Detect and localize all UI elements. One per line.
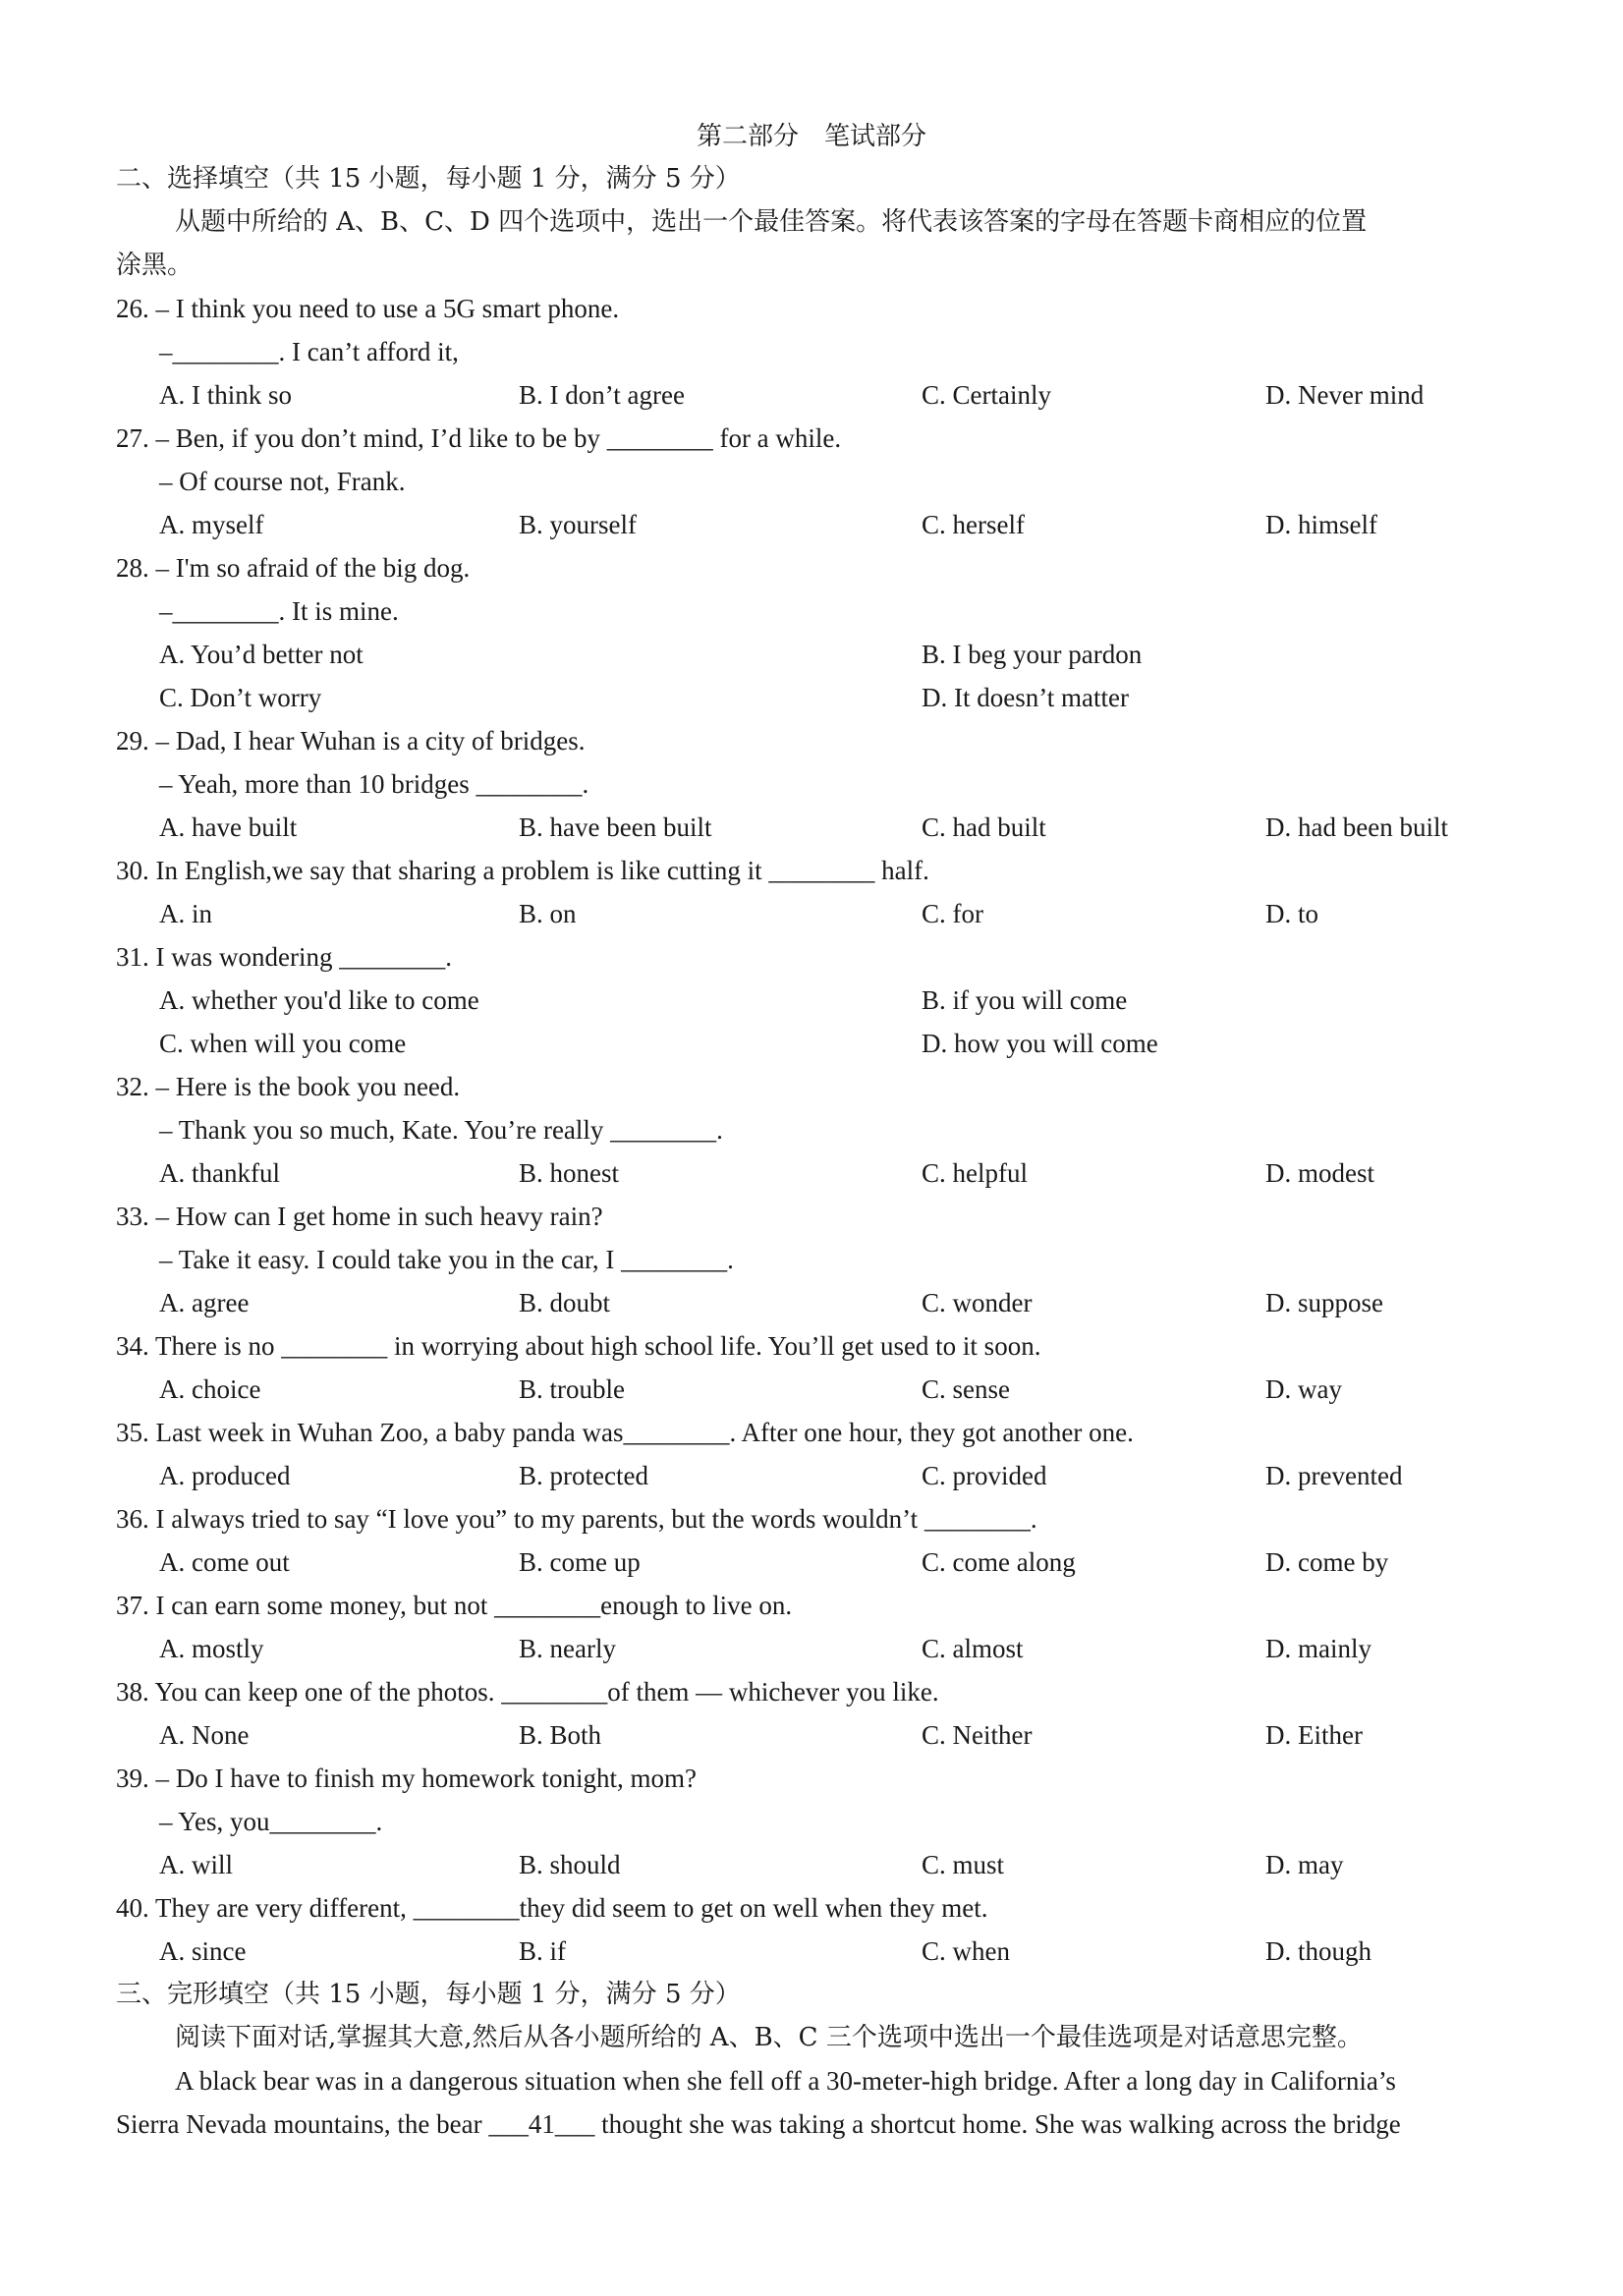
question-39-reply: – Yes, you________. xyxy=(159,1807,383,1836)
section2-instructions-cont: 涂黑。 xyxy=(116,251,194,280)
q26-option-b: B. I don’t agree xyxy=(519,380,685,410)
q37-option-a: A. mostly xyxy=(159,1634,264,1663)
q29-option-b: B. have been built xyxy=(519,812,712,842)
q37-option-d: D. mainly xyxy=(1265,1634,1371,1663)
q26-option-d: D. Never mind xyxy=(1265,380,1425,410)
q31-option-a: A. whether you'd like to come xyxy=(159,985,479,1015)
q26-option-a: A. I think so xyxy=(159,380,292,410)
q35-option-d: D. prevented xyxy=(1265,1461,1403,1490)
q40-option-c: C. when xyxy=(922,1936,1010,1966)
q36-option-b: B. come up xyxy=(519,1547,641,1577)
question-27: 27. – Ben, if you don’t mind, I’d like to be by ________ for a while. xyxy=(116,423,842,453)
q34-option-c: C. sense xyxy=(922,1374,1010,1404)
section2-instructions: 从题中所给的 A、B、C、D 四个选项中，选出一个最佳答案。将代表该答案的字母在答题卡商相应的位置 xyxy=(175,207,1368,237)
question-35: 35. Last week in Wuhan Zoo, a baby panda was________. After one hour, they got another one. xyxy=(116,1418,1134,1447)
q36-option-c: C. come along xyxy=(922,1547,1076,1577)
q38-option-d: D. Either xyxy=(1265,1720,1363,1750)
q35-option-a: A. produced xyxy=(159,1461,291,1490)
q38-option-b: B. Both xyxy=(519,1720,602,1750)
q38-option-c: C. Neither xyxy=(922,1720,1033,1750)
question-28: 28. – I'm so afraid of the big dog. xyxy=(116,553,471,583)
question-29: 29. – Dad, I hear Wuhan is a city of bridges. xyxy=(116,726,586,756)
q33-option-d: D. suppose xyxy=(1265,1288,1383,1317)
q27-option-a: A. myself xyxy=(159,510,264,539)
section3-instructions: 阅读下面对话,掌握其大意,然后从各小题所给的 A、B、C 三个选项中选出一个最佳选项是对话意思完整。 xyxy=(175,2023,1363,2052)
q28-option-d: D. It doesn’t matter xyxy=(922,683,1129,712)
q33-option-a: A. agree xyxy=(159,1288,250,1317)
q30-option-c: C. for xyxy=(922,899,983,928)
question-34: 34. There is no ________ in worrying about high school life. You’ll get used to it soon. xyxy=(116,1331,1041,1361)
q33-option-c: C. wonder xyxy=(922,1288,1033,1317)
q26-option-c: C. Certainly xyxy=(922,380,1051,410)
q32-option-c: C. helpful xyxy=(922,1158,1028,1188)
question-27-reply: – Of course not, Frank. xyxy=(159,467,406,496)
q40-option-a: A. since xyxy=(159,1936,247,1966)
question-36: 36. I always tried to say “I love you” to my parents, but the words wouldn’t ________. xyxy=(116,1504,1037,1534)
part-title: 第二部分 笔试部分 xyxy=(696,122,926,151)
q37-option-c: C. almost xyxy=(922,1634,1024,1663)
question-28-reply: –________. It is mine. xyxy=(159,596,399,626)
q32-option-d: D. modest xyxy=(1265,1158,1374,1188)
q27-option-d: D. himself xyxy=(1265,510,1377,539)
q35-option-c: C. provided xyxy=(922,1461,1047,1490)
question-33: 33. – How can I get home in such heavy rain? xyxy=(116,1202,603,1231)
q30-option-d: D. to xyxy=(1265,899,1318,928)
question-33-reply: – Take it easy. I could take you in the car, I ________. xyxy=(159,1245,734,1274)
question-40: 40. They are very different, ________they did seem to get on well when they met. xyxy=(116,1893,988,1923)
question-26: 26. – I think you need to use a 5G smart phone. xyxy=(116,294,620,323)
question-32-reply: – Thank you so much, Kate. You’re really ________. xyxy=(159,1115,723,1145)
q28-option-c: C. Don’t worry xyxy=(159,683,322,712)
q34-option-a: A. choice xyxy=(159,1374,261,1404)
q39-option-d: D. may xyxy=(1265,1850,1344,1879)
section3-heading: 三、完形填空（共 15 小题，每小题 1 分，满分 5 分） xyxy=(116,1980,741,2009)
q36-option-d: D. come by xyxy=(1265,1547,1389,1577)
q27-option-b: B. yourself xyxy=(519,510,637,539)
q32-option-a: A. thankful xyxy=(159,1158,280,1188)
q28-option-b: B. I beg your pardon xyxy=(922,640,1143,669)
q27-option-c: C. herself xyxy=(922,510,1025,539)
q29-option-d: D. had been built xyxy=(1265,812,1448,842)
q33-option-b: B. doubt xyxy=(519,1288,611,1317)
q39-option-c: C. must xyxy=(922,1850,1005,1879)
q40-option-b: B. if xyxy=(519,1936,567,1966)
q39-option-b: B. should xyxy=(519,1850,621,1879)
question-31: 31. I was wondering ________. xyxy=(116,942,452,972)
q35-option-b: B. protected xyxy=(519,1461,648,1490)
q38-option-a: A. None xyxy=(159,1720,250,1750)
q32-option-b: B. honest xyxy=(519,1158,620,1188)
q31-option-b: B. if you will come xyxy=(922,985,1128,1015)
question-38: 38. You can keep one of the photos. ________of them — whichever you like. xyxy=(116,1677,939,1707)
question-30: 30. In English,we say that sharing a problem is like cutting it ________ half. xyxy=(116,856,929,885)
question-37: 37. I can earn some money, but not ________enough to live on. xyxy=(116,1591,793,1620)
section2-heading: 二、选择填空（共 15 小题，每小题 1 分，满分 5 分） xyxy=(116,164,741,194)
q31-option-c: C. when will you come xyxy=(159,1029,407,1058)
question-39: 39. – Do I have to finish my homework tonight, mom? xyxy=(116,1764,697,1793)
question-32: 32. – Here is the book you need. xyxy=(116,1072,461,1101)
q30-option-a: A. in xyxy=(159,899,212,928)
q29-option-c: C. had built xyxy=(922,812,1046,842)
q40-option-d: D. though xyxy=(1265,1936,1371,1966)
q31-option-d: D. how you will come xyxy=(922,1029,1158,1058)
question-26-reply: –________. I can’t afford it, xyxy=(159,337,459,366)
passage-line-1: A black bear was in a dangerous situation when she fell off a 30-meter-high bridge. After a long day in California’s xyxy=(175,2066,1396,2096)
q30-option-b: B. on xyxy=(519,899,577,928)
q29-option-a: A. have built xyxy=(159,812,298,842)
q34-option-b: B. trouble xyxy=(519,1374,625,1404)
passage-line-2: Sierra Nevada mountains, the bear ___41___ thought she was taking a shortcut home. She was walking across the bridge xyxy=(116,2109,1401,2139)
q37-option-b: B. nearly xyxy=(519,1634,616,1663)
question-29-reply: – Yeah, more than 10 bridges ________. xyxy=(159,769,589,799)
q28-option-a: A. You’d better not xyxy=(159,640,364,669)
q39-option-a: A. will xyxy=(159,1850,234,1879)
q34-option-d: D. way xyxy=(1265,1374,1342,1404)
q36-option-a: A. come out xyxy=(159,1547,290,1577)
